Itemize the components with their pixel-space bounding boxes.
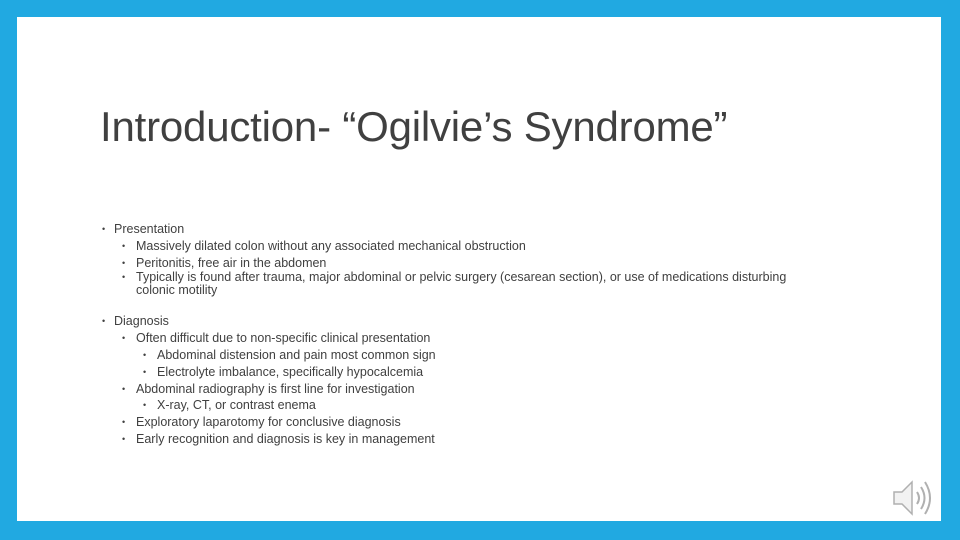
slide [17,17,941,521]
bullet-diagnosis: • Diagnosis [100,313,820,330]
bullet-presentation-item: • Peritonitis, free air in the abdomen [100,255,820,272]
bullet-diagnosis-item: • Early recognition and diagnosis is key in management [100,431,820,448]
bullet-diagnosis-item: • Abdominal radiography is first line for investigation [100,381,820,398]
bullet-presentation-item: • Massively dilated colon without any associated mechanical obstruction [100,238,820,255]
bullet-presentation-item: • Typically is found after trauma, major abdominal or pelvic surgery (cesarean section), or use of medications disturbing colonic motility [100,271,820,297]
bullet-diagnosis-item: • Exploratory laparotomy for conclusive diagnosis [100,414,820,431]
slide-title: Introduction- “Ogilvie’s Syndrome” [100,103,728,150]
slide-body [100,221,820,448]
bullet-diagnosis-subitem: • Abdominal distension and pain most common sign [100,347,820,364]
bullet-diagnosis-subitem: • X-ray, CT, or contrast enema [100,397,820,414]
speaker-icon[interactable] [890,474,938,522]
bullet-presentation: • Presentation [100,221,820,238]
bullet-diagnosis-item: • Often difficult due to non-specific clinical presentation [100,330,820,347]
bullet-diagnosis-subitem: • Electrolyte imbalance, specifically hypocalcemia [100,364,820,381]
